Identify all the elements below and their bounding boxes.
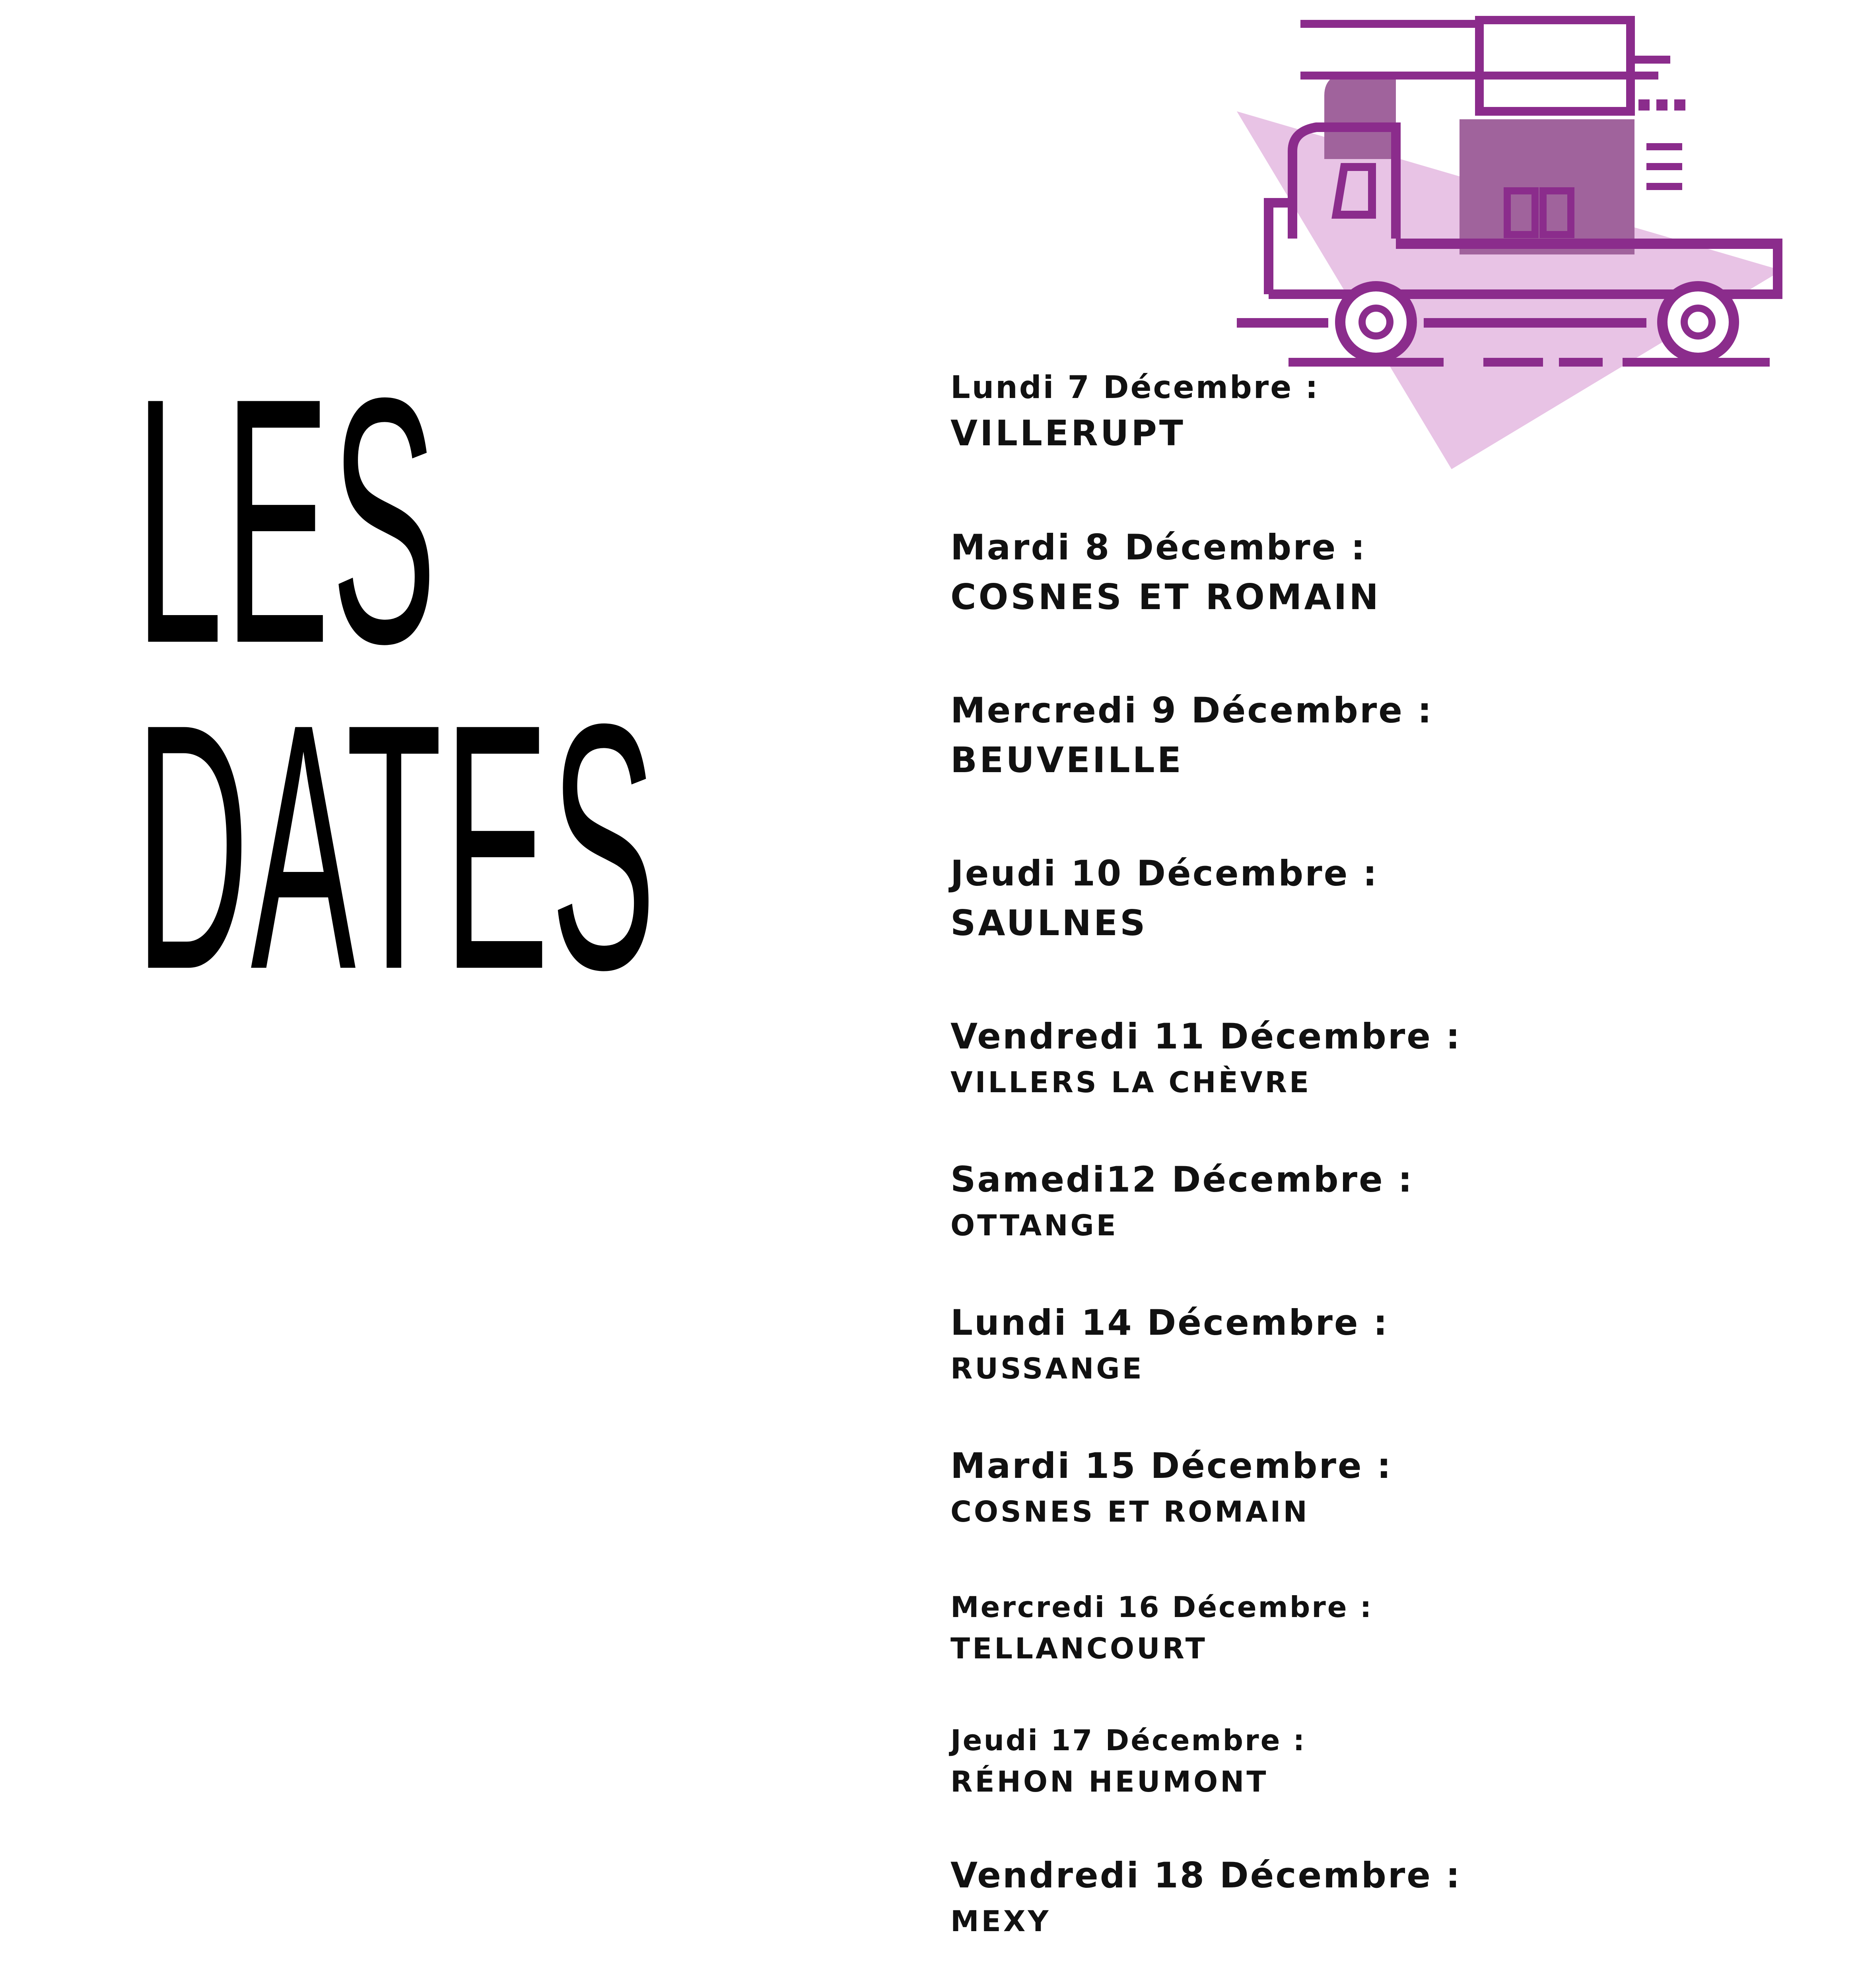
date-place: COSNES ET ROMAIN (950, 1495, 1310, 1528)
date-entry (950, 370, 1320, 454)
date-day: Lundi 7 Décembre : (950, 370, 1320, 406)
date-entry (950, 1855, 1461, 1938)
date-place: COSNES ET ROMAIN (950, 577, 1381, 617)
date-place: RUSSANGE (950, 1352, 1144, 1385)
date-day: Mardi 15 Décembre : (950, 1445, 1393, 1486)
date-day: Jeudi 17 Décembre : (950, 1724, 1306, 1757)
date-place: TELLANCOURT (950, 1632, 1207, 1665)
date-place: VILLERS LA CHÈVRE (950, 1066, 1312, 1099)
date-day: Vendredi 11 Décembre : (950, 1016, 1461, 1057)
date-place: OTTANGE (950, 1209, 1118, 1242)
date-day: Mercredi 16 Décembre : (950, 1590, 1373, 1624)
date-place: SAULNES (950, 903, 1148, 944)
date-place: RÉHON HEUMONT (950, 1765, 1269, 1798)
date-place: BEUVEILLE (950, 740, 1184, 780)
date-entry (950, 1590, 1373, 1665)
date-entry (950, 1016, 1461, 1099)
date-day: Jeudi 10 Décembre : (950, 853, 1379, 894)
date-entry (950, 527, 1381, 617)
title-line-2: DATES (135, 651, 658, 1042)
page-title (135, 325, 658, 1042)
date-place: VILLERUPT (950, 413, 1186, 454)
date-day: Samedi12 Décembre : (950, 1159, 1414, 1200)
date-day: Lundi 14 Décembre : (950, 1302, 1389, 1343)
date-entry (950, 690, 1433, 780)
title-line-1: LES (135, 325, 438, 716)
date-place: MEXY (950, 1905, 1051, 1938)
date-entry (950, 853, 1378, 944)
date-day: Mercredi 9 Décembre : (950, 690, 1433, 731)
date-entry (950, 1445, 1392, 1528)
date-entry (950, 1724, 1306, 1798)
date-entry (950, 1159, 1414, 1242)
date-day: Mardi 8 Décembre : (950, 527, 1367, 568)
date-day: Vendredi 18 Décembre : (950, 1855, 1461, 1896)
date-entry (950, 1302, 1389, 1385)
